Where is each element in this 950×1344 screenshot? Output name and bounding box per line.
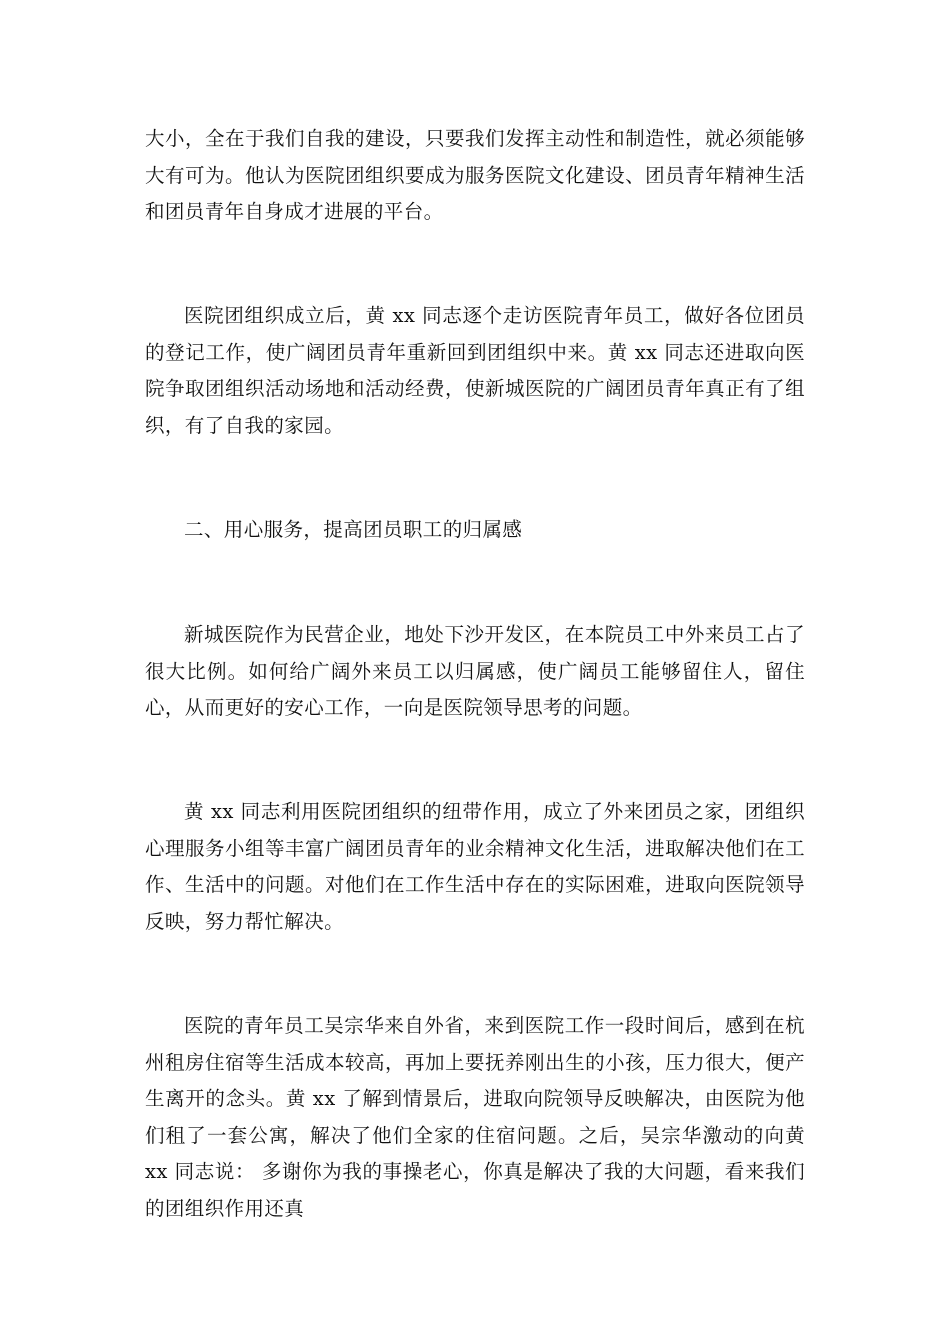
- paragraph-continuation: 大小，全在于我们自我的建设，只要我们发挥主动性和制造性，就必须能够大有可为。他认为医院团组织要成为服务医院文化建设、团员青年精神生活和团员青年自身成才进展的平台。: [145, 127, 805, 223]
- paragraph-outsider-home: 黄 xx 同志利用医院团组织的纽带作用，成立了外来团员之家，团组织心理服务小组等丰富广阔团员青年的业余精神文化生活，进取解决他们在工作、生活中的问题。对他们在工作生活中存在的实际困难，进取向医院领导反映，努力帮忙解决。: [145, 800, 805, 933]
- paragraph-employee-story: 医院的青年员工吴宗华来自外省，来到医院工作一段时间后，感到在杭州租房住宿等生活成本较高，再加上要抚养刚出生的小孩，压力很大，便产生离开的念头。黄 xx 了解到情景后，进取向院领导反映解决，由医院为他们租了一套公寓，解决了他们全家的住宿问题。之后，吴宗华激动的向黄 xx 同志说： 多谢你为我的事操老心，你真是解决了我的大问题，看来我们的团组织作用还真: [145, 1014, 805, 1220]
- section-heading: 二、用心服务，提高团员职工的归属感: [184, 518, 523, 541]
- paragraph-team-registration: 医院团组织成立后，黄 xx 同志逐个走访医院青年员工，做好各位团员的登记工作，使广阔团员青年重新回到团组织中来。黄 xx 同志还进取向医院争取团组织活动场地和活动经费，使新城医院的广阔团员青年真正有了组织，有了自我的家园。: [145, 304, 805, 437]
- paragraph-hospital-background: 新城医院作为民营企业，地处下沙开发区，在本院员工中外来员工占了很大比例。如何给广阔外来员工以归属感，使广阔员工能够留住人，留住心，从而更好的安心工作，一向是医院领导思考的问题。: [145, 623, 805, 719]
